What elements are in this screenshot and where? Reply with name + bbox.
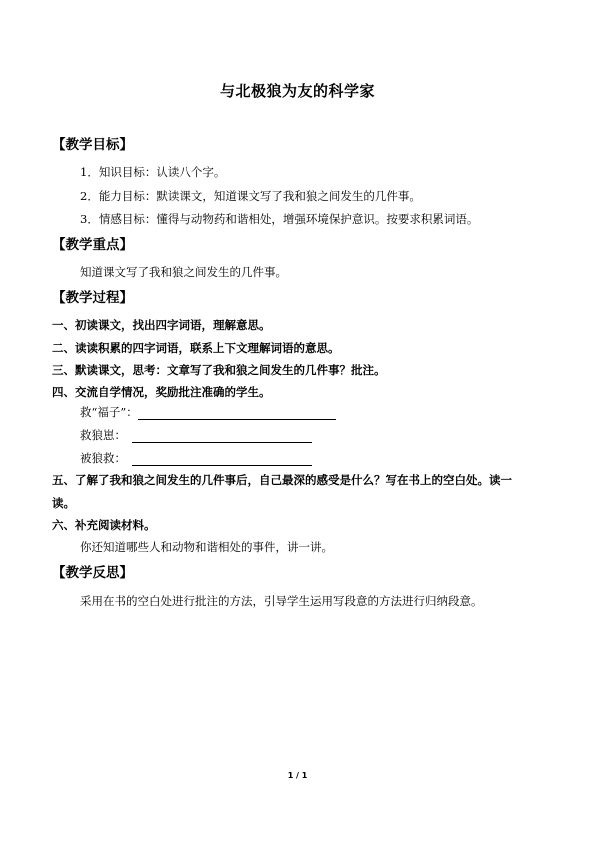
page-number: 1 / 1 — [287, 771, 308, 780]
process-heading: 【教学过程】 — [52, 290, 133, 306]
focus-text: 知道课文写了我和狼之间发生的几件事。 — [80, 265, 287, 279]
goals-heading: 【教学目标】 — [52, 137, 133, 153]
page-title: 与北极狼为友的科学家 — [219, 82, 375, 100]
blank-row-beilangjiu — [80, 450, 312, 466]
process-step-4: 四、交流自学情况，奖励批注准确的学生。 — [52, 385, 271, 399]
process-step-2: 二、读读积累的四字词语，联系上下文理解词语的意思。 — [52, 341, 340, 355]
blank-label-beilangjiu: 被狼救： — [80, 451, 126, 465]
goal-item-1: 1．知识目标：认读八个字。 — [80, 165, 226, 179]
blank-row-fuzi — [80, 404, 336, 420]
focus-heading: 【教学重点】 — [52, 237, 133, 253]
reflection-text: 采用在书的空白处进行批注的方法，引导学生运用写段意的方法进行归纳段意。 — [80, 594, 483, 608]
process-step-1: 一、初读课文，找出四字词语，理解意思。 — [52, 318, 271, 332]
process-step-5-line-2: 读。 — [52, 496, 75, 510]
goal-item-2: 2．能力目标：默读课文，知道课文写了我和狼之间发生的几件事。 — [80, 189, 421, 203]
blank-field-langzai[interactable] — [132, 430, 312, 443]
goal-item-3: 3．情感目标：懂得与动物药和谐相处，增强环境保护意识。按要求积累词语。 — [80, 212, 479, 226]
process-step-6-text: 你还知道哪些人和动物和谐相处的事件，讲一讲。 — [80, 540, 333, 554]
process-step-3: 三、默读课文，思考：文章写了我和狼之间发生的几件事？批注。 — [52, 363, 386, 377]
blank-field-beilangjiu[interactable] — [132, 453, 312, 466]
process-step-5-line-1: 五、了解了我和狼之间发生的几件事后，自己最深的感受是什么？写在书上的空白处。读一 — [52, 473, 512, 487]
blank-label-langzai: 救狼崽： — [80, 428, 126, 442]
blank-field-fuzi[interactable] — [138, 407, 336, 420]
reflection-heading: 【教学反思】 — [52, 565, 133, 581]
blank-label-fuzi: 救“福子”： — [80, 405, 138, 419]
process-step-6: 六、补充阅读材料。 — [52, 518, 156, 532]
blank-row-langzai — [80, 427, 312, 443]
